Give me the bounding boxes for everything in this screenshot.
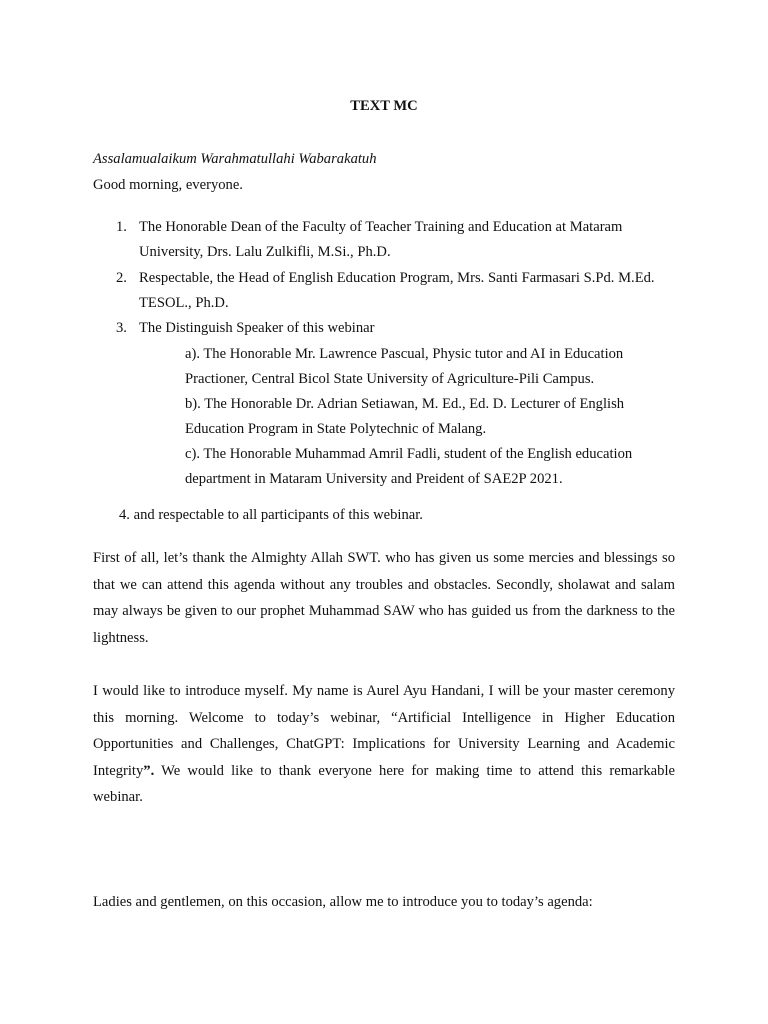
intro-closing-quote: ”. [143, 762, 155, 779]
document-title: TEXT MC [350, 98, 418, 114]
speaker-b: b). The Honorable Dr. Adrian Setiawan, M. Ed., Ed. D. Lecturer of English Education Program in State Polytechnic of Malang. [185, 396, 625, 437]
intro-thanks-text: We would like to thank everyone here for making time to attend this remarkable webinar. [93, 762, 675, 805]
list-item-2 [116, 266, 676, 316]
list-number: 1. [116, 219, 127, 235]
list-text: The Honorable Dean of the Faculty of Teacher Training and Education at Mataram University, Drs. Lalu Zulkifli, M.Si., Ph.D. [139, 219, 623, 260]
list-number: 2. [116, 270, 127, 286]
paragraph-thanks: First of all, let’s thank the Almighty Allah SWT. who has given us some mercies and blessings so that we can attend this agenda without any troubles and obstacles. Secondly, sholawat and salam may always be given to our prophet Muhammad SAW who has guided us from the darkness to the lightness. [93, 550, 675, 646]
list-text: The Distinguish Speaker of this webinar [139, 320, 375, 336]
list-item-3 [116, 316, 676, 341]
list-number: 3. [116, 320, 127, 336]
speaker-a: a). The Honorable Mr. Lawrence Pascual, Physic tutor and AI in Education Practioner, Central Bicol State University of Agriculture-Pili Campus. [185, 346, 624, 387]
paragraph-introduction [93, 678, 675, 811]
list-item-4: 4. and respectable to all participants of this webinar. [119, 507, 423, 523]
speaker-c: c). The Honorable Muhammad Amril Fadli, student of the English education department in Mataram University and Preident of SAE2P 2021. [185, 446, 633, 487]
intro-text: I would like to introduce myself. My name is Aurel Ayu Handani, I will be your master ceremony this morning. Welcome to today’s webinar, “Artificial Intelligence in Higher Education Opportunities and Challenges, ChatGPT: Implications for University Learning and Academic Integrity [93, 683, 675, 779]
greeting-line: Assalamualaikum Warahmatullahi Wabarakatuh [93, 151, 377, 167]
list-item-1 [116, 215, 676, 265]
list-text: Respectable, the Head of English Education Program, Mrs. Santi Farmasari S.Pd. M.Ed. TESOL., Ph.D. [139, 270, 655, 311]
good-morning-line: Good morning, everyone. [93, 177, 243, 193]
agenda-intro-line: Ladies and gentlemen, on this occasion, allow me to introduce you to today’s agenda: [93, 894, 593, 910]
